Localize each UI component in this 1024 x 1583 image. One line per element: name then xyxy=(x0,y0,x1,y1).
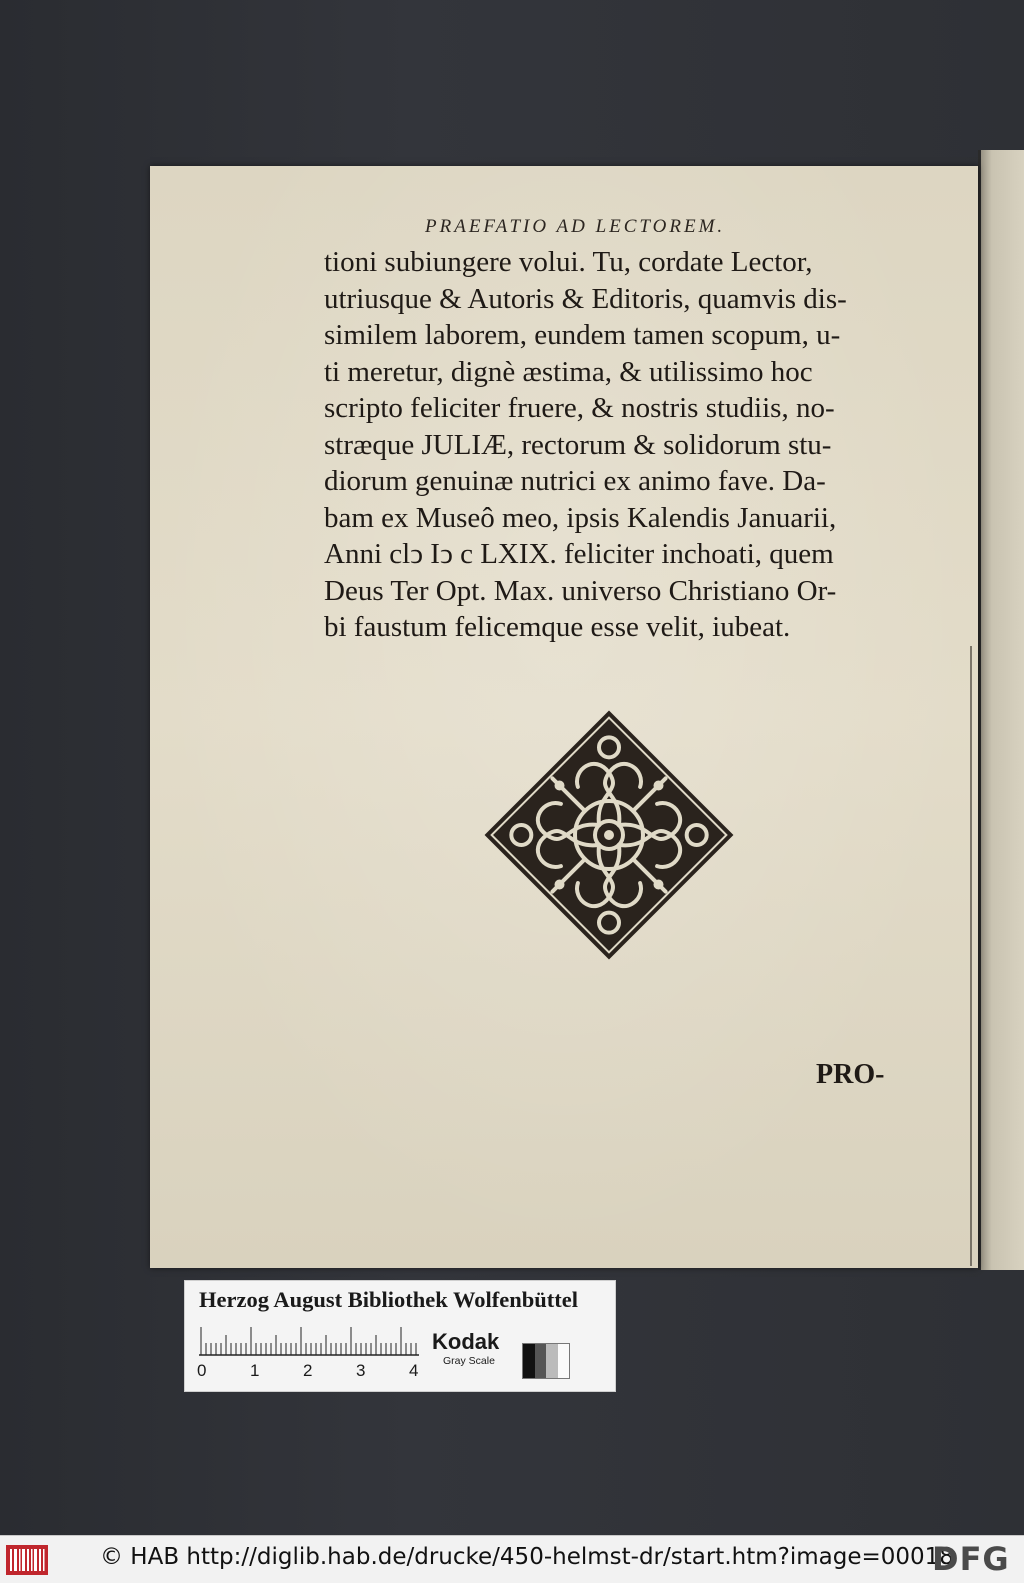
text-line: tioni subiungere volui. Tu, cordate Lector, xyxy=(324,246,813,278)
gray-scale-patches xyxy=(522,1343,570,1379)
gray-patch xyxy=(546,1344,558,1378)
barcode-icon xyxy=(6,1545,48,1575)
gray-scale-label: Gray Scale xyxy=(443,1355,495,1367)
footer-bar xyxy=(0,1535,1024,1583)
text-line: Deus Ter Opt. Max. universo Christiano Or- xyxy=(324,574,837,607)
ruler-label: 0 xyxy=(197,1361,207,1380)
text-line: ti meretur, dignè æstima, & utilissimo hoc xyxy=(324,355,813,388)
catchword: PRO- xyxy=(816,1059,885,1090)
text-line: bi faustum felicemque esse velit, iubeat. xyxy=(324,611,791,643)
citation-link[interactable]: © HAB http://diglib.hab.de/drucke/450-helmst-dr/start.htm?image=00018 xyxy=(100,1544,954,1570)
text-line: Anni clↄ Iↄ c LXIX. feliciter inchoati, quem xyxy=(324,538,834,570)
ruler-label: 4 xyxy=(409,1361,419,1380)
text-line: similem laborem, eundem tamen scopum, u- xyxy=(324,319,841,351)
text-line: scripto feliciter fruere, & nostris studiis, no- xyxy=(324,392,835,424)
running-head: PRAEFATIO AD LECTOREM. xyxy=(425,216,726,237)
gray-patch xyxy=(535,1344,547,1378)
ruler-label: 3 xyxy=(356,1361,366,1380)
text-line: diorum genuinæ nutrici ex animo fave. Da- xyxy=(324,465,826,497)
gray-patch xyxy=(523,1344,535,1378)
adjacent-page-edge xyxy=(978,150,1024,1270)
color-calibration-card xyxy=(184,1280,616,1392)
fleuron-ornament-icon xyxy=(480,706,738,964)
page-gutter-shadow xyxy=(978,150,981,1270)
institution-name: Herzog August Bibliothek Wolfenbüttel xyxy=(199,1287,578,1312)
kodak-logo: Kodak xyxy=(432,1329,500,1354)
gray-patch xyxy=(558,1344,570,1378)
ruler-label: 2 xyxy=(303,1361,313,1380)
ruler-label: 1 xyxy=(250,1361,260,1380)
text-line: bam ex Museô meo, ipsis Kalendis Januarii, xyxy=(324,501,837,534)
dfg-logo: DFG xyxy=(932,1540,1010,1578)
text-line: stræque JULIÆ, rectorum & solidorum stu- xyxy=(324,428,832,461)
ruler-labels xyxy=(193,1361,423,1385)
ruler-scale xyxy=(199,1326,419,1356)
text-line: utriusque & Autoris & Editoris, quamvis dis- xyxy=(324,282,847,315)
page-fold-line xyxy=(970,646,972,1266)
body-text xyxy=(324,244,924,646)
book-page xyxy=(150,166,978,1268)
